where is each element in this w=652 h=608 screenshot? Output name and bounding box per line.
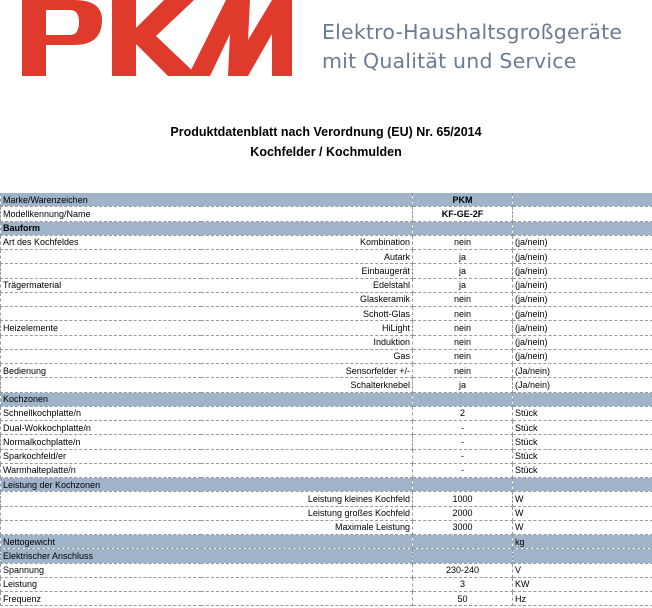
row-label: Trägermaterial [1, 278, 201, 292]
row-value: nein [413, 349, 513, 363]
row-value: ja [413, 250, 513, 264]
row-label: Nettogewicht [1, 535, 201, 549]
row-sublabel [201, 435, 413, 449]
row-sublabel: Maximale Leistung [201, 520, 413, 534]
row-unit: (Ja/nein) [513, 364, 652, 378]
row-unit: (ja/nein) [513, 349, 652, 363]
header [0, 0, 652, 100]
row-unit: (ja/nein) [513, 264, 652, 278]
row-label: Modellkennung/Name [1, 207, 201, 221]
section-row [1, 535, 652, 549]
table-row [1, 321, 652, 335]
row-unit: (ja/nein) [513, 307, 652, 321]
table-row [1, 307, 652, 321]
row-unit [513, 549, 652, 563]
row-unit: W [513, 492, 652, 506]
row-value: nein [413, 364, 513, 378]
row-sublabel [201, 406, 413, 420]
pkm-logo [22, 0, 292, 76]
row-unit: Stück [513, 435, 652, 449]
row-sublabel: Gas [201, 349, 413, 363]
table-row [1, 278, 652, 292]
row-sublabel [201, 478, 413, 492]
row-unit: Stück [513, 449, 652, 463]
row-label: Spannung [1, 563, 201, 577]
table-row [1, 520, 652, 534]
row-label [1, 349, 201, 363]
row-value [413, 549, 513, 563]
row-value: - [413, 449, 513, 463]
row-value: nein [413, 335, 513, 349]
row-unit: W [513, 520, 652, 534]
row-value: 3 [413, 577, 513, 591]
row-label: Normalkochplatte/n [1, 435, 201, 449]
title-line-1: Produktdatenblatt nach Verordnung (EU) Nr. 65/2014 [170, 125, 482, 139]
row-label [1, 264, 201, 278]
row-unit: (ja/nein) [513, 335, 652, 349]
row-unit: Stück [513, 406, 652, 420]
row-label: Warmhalteplatte/n [1, 463, 201, 477]
row-sublabel [201, 463, 413, 477]
table-row [1, 563, 652, 577]
row-value: - [413, 421, 513, 435]
row-sublabel [201, 563, 413, 577]
row-value: 2 [413, 406, 513, 420]
row-unit: (ja/nein) [513, 278, 652, 292]
row-unit [513, 221, 652, 235]
row-sublabel: Leistung großes Kochfeld [201, 506, 413, 520]
row-unit [513, 478, 652, 492]
row-label: Dual-Wokkochplatte/n [1, 421, 201, 435]
row-value [413, 535, 513, 549]
row-label [1, 378, 201, 392]
row-label: Frequenz [1, 592, 201, 606]
row-label [1, 506, 201, 520]
table-row [1, 435, 652, 449]
row-sublabel: Edelstahl [201, 278, 413, 292]
row-sublabel: Autark [201, 250, 413, 264]
row-sublabel [201, 221, 413, 235]
row-sublabel [201, 535, 413, 549]
row-value: - [413, 463, 513, 477]
row-value: ja [413, 378, 513, 392]
row-unit: (Ja/nein) [513, 378, 652, 392]
table-row [1, 235, 652, 249]
table-row [1, 250, 652, 264]
table-row [1, 406, 652, 420]
table-row [1, 335, 652, 349]
row-unit: Stück [513, 421, 652, 435]
row-value [413, 478, 513, 492]
row-sublabel: Einbaugerät [201, 264, 413, 278]
row-label: Leistung [1, 577, 201, 591]
row-sublabel [201, 577, 413, 591]
row-value: PKM [413, 193, 513, 207]
table-row [1, 349, 652, 363]
row-sublabel: Sensorfelder +/- [201, 364, 413, 378]
row-value: nein [413, 292, 513, 306]
section-row [1, 478, 652, 492]
table-body [1, 193, 652, 606]
row-label [1, 335, 201, 349]
row-sublabel [201, 449, 413, 463]
row-unit: (ja/nein) [513, 235, 652, 249]
row-unit: (ja/nein) [513, 250, 652, 264]
row-value: ja [413, 264, 513, 278]
table-row [1, 506, 652, 520]
row-label: Heizelemente [1, 321, 201, 335]
row-label: Bauform [1, 221, 201, 235]
row-label [1, 250, 201, 264]
row-label [1, 307, 201, 321]
table-row [1, 492, 652, 506]
row-label: Sparkochfeld/er [1, 449, 201, 463]
row-value: 1000 [413, 492, 513, 506]
row-unit: W [513, 506, 652, 520]
document-title [0, 122, 652, 162]
row-unit: (ja/nein) [513, 321, 652, 335]
row-value [413, 221, 513, 235]
table-row [1, 577, 652, 591]
row-sublabel: HiLight [201, 321, 413, 335]
row-sublabel [201, 193, 413, 207]
row-unit [513, 193, 652, 207]
row-unit: V [513, 563, 652, 577]
row-unit: KW [513, 577, 652, 591]
row-label: Marke/Warenzeichen [1, 193, 201, 207]
row-label: Leistung der Kochzonen [1, 478, 201, 492]
row-value [413, 392, 513, 406]
row-label: Kochzonen [1, 392, 201, 406]
table-row [1, 364, 652, 378]
row-unit: kg [513, 535, 652, 549]
row-unit [513, 207, 652, 221]
row-label: Schnellkochplatte/n [1, 406, 201, 420]
section-row [1, 392, 652, 406]
row-unit: Stück [513, 463, 652, 477]
row-sublabel [201, 207, 413, 221]
row-sublabel: Schott-Glas [201, 307, 413, 321]
row-unit: (ja/nein) [513, 292, 652, 306]
row-value: nein [413, 321, 513, 335]
table-row [1, 592, 652, 606]
row-sublabel: Glaskeramik [201, 292, 413, 306]
tagline-line-1: Elektro-Haushaltsgroßgeräte [322, 20, 623, 44]
row-sublabel [201, 421, 413, 435]
row-sublabel: Schalterknebel [201, 378, 413, 392]
section-row [1, 221, 652, 235]
row-label: Art des Kochfeldes [1, 235, 201, 249]
table-row [1, 264, 652, 278]
section-row [1, 193, 652, 207]
row-sublabel: Kombination [201, 235, 413, 249]
tagline-line-2: mit Qualität und Service [322, 49, 577, 73]
row-unit: Hz [513, 592, 652, 606]
table-row [1, 421, 652, 435]
table-row [1, 292, 652, 306]
row-sublabel [201, 392, 413, 406]
table-row [1, 449, 652, 463]
row-label [1, 492, 201, 506]
row-label [1, 292, 201, 306]
table-row [1, 463, 652, 477]
company-tagline [322, 18, 652, 76]
table-row [1, 207, 652, 221]
row-value: - [413, 435, 513, 449]
row-value: nein [413, 235, 513, 249]
row-value: 50 [413, 592, 513, 606]
row-sublabel [201, 592, 413, 606]
table-row [1, 378, 652, 392]
row-sublabel: Induktion [201, 335, 413, 349]
row-sublabel: Leistung kleines Kochfeld [201, 492, 413, 506]
row-value: 230-240 [413, 563, 513, 577]
row-value: nein [413, 307, 513, 321]
product-data-table [0, 193, 652, 606]
title-line-2: Kochfelder / Kochmulden [250, 145, 402, 159]
row-label: Elektrischer Anschluss [1, 549, 201, 563]
row-value: 3000 [413, 520, 513, 534]
row-label: Bedienung [1, 364, 201, 378]
row-value: 2000 [413, 506, 513, 520]
row-value: KF-GE-2F [413, 207, 513, 221]
row-unit [513, 392, 652, 406]
row-value: ja [413, 278, 513, 292]
section-row [1, 549, 652, 563]
row-sublabel [201, 549, 413, 563]
row-label [1, 520, 201, 534]
